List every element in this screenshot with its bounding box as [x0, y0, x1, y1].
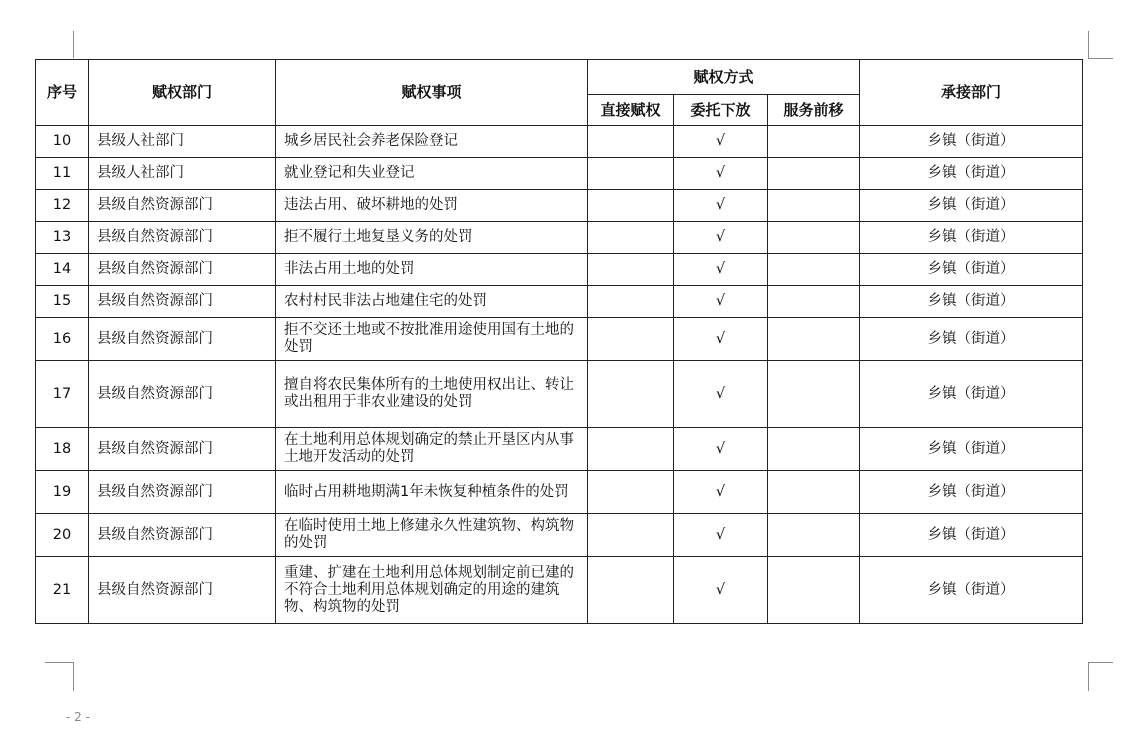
cell-forward — [768, 318, 860, 361]
cell-dept: 县级自然资源部门 — [89, 428, 276, 471]
cell-dept: 县级人社部门 — [89, 158, 276, 190]
cell-receiver: 乡镇（街道） — [860, 286, 1083, 318]
cell-forward — [768, 557, 860, 624]
cell-direct — [588, 557, 674, 624]
cell-entrust: √ — [674, 126, 768, 158]
cell-matter: 临时占用耕地期满1年未恢复种植条件的处罚 — [276, 471, 588, 514]
cell-seq: 19 — [36, 471, 89, 514]
cell-direct — [588, 318, 674, 361]
cell-entrust: √ — [674, 471, 768, 514]
cell-forward — [768, 158, 860, 190]
table-row — [36, 318, 1083, 361]
cell-receiver: 乡镇（街道） — [860, 222, 1083, 254]
cell-dept: 县级人社部门 — [89, 126, 276, 158]
cell-matter: 非法占用土地的处罚 — [276, 254, 588, 286]
crop-mark-bottom-left — [45, 662, 74, 691]
cell-dept: 县级自然资源部门 — [89, 557, 276, 624]
cell-seq: 20 — [36, 514, 89, 557]
header-receiver: 承接部门 — [860, 60, 1083, 126]
cell-forward — [768, 286, 860, 318]
cell-direct — [588, 428, 674, 471]
table-row — [36, 286, 1083, 318]
cell-receiver: 乡镇（街道） — [860, 361, 1083, 428]
table-row — [36, 222, 1083, 254]
table-row — [36, 126, 1083, 158]
cell-matter: 拒不履行土地复垦义务的处罚 — [276, 222, 588, 254]
header-mode: 赋权方式 — [588, 60, 860, 95]
cell-forward — [768, 471, 860, 514]
cell-receiver: 乡镇（街道） — [860, 557, 1083, 624]
cell-seq: 11 — [36, 158, 89, 190]
cell-receiver: 乡镇（街道） — [860, 428, 1083, 471]
cell-entrust: √ — [674, 514, 768, 557]
table-row — [36, 254, 1083, 286]
cell-dept: 县级自然资源部门 — [89, 318, 276, 361]
cell-forward — [768, 514, 860, 557]
cell-receiver: 乡镇（街道） — [860, 514, 1083, 557]
cell-forward — [768, 222, 860, 254]
cell-matter: 违法占用、破坏耕地的处罚 — [276, 190, 588, 222]
cell-dept: 县级自然资源部门 — [89, 361, 276, 428]
cell-direct — [588, 190, 674, 222]
cell-direct — [588, 158, 674, 190]
header-mode-forward: 服务前移 — [768, 95, 860, 126]
crop-mark-top-left — [73, 31, 74, 58]
cell-direct — [588, 254, 674, 286]
cell-direct — [588, 514, 674, 557]
cell-seq: 15 — [36, 286, 89, 318]
cell-entrust: √ — [674, 158, 768, 190]
table-row — [36, 158, 1083, 190]
table-row — [36, 557, 1083, 624]
header-seq: 序号 — [36, 60, 89, 126]
cell-seq: 21 — [36, 557, 89, 624]
crop-mark-top-right — [1088, 31, 1113, 59]
cell-receiver: 乡镇（街道） — [860, 318, 1083, 361]
crop-mark-bottom-right — [1088, 662, 1113, 691]
cell-forward — [768, 254, 860, 286]
table-row — [36, 361, 1083, 428]
cell-dept: 县级自然资源部门 — [89, 254, 276, 286]
cell-entrust: √ — [674, 190, 768, 222]
empowerment-table — [35, 59, 1083, 624]
cell-matter: 就业登记和失业登记 — [276, 158, 588, 190]
table-row — [36, 190, 1083, 222]
cell-matter: 在土地利用总体规划确定的禁止开垦区内从事土地开发活动的处罚 — [276, 428, 588, 471]
header-mode-direct: 直接赋权 — [588, 95, 674, 126]
cell-dept: 县级自然资源部门 — [89, 190, 276, 222]
cell-receiver: 乡镇（街道） — [860, 471, 1083, 514]
table-header-row — [36, 60, 1083, 95]
table-row — [36, 471, 1083, 514]
table-row — [36, 428, 1083, 471]
cell-entrust: √ — [674, 428, 768, 471]
cell-dept: 县级自然资源部门 — [89, 471, 276, 514]
cell-entrust: √ — [674, 222, 768, 254]
cell-receiver: 乡镇（街道） — [860, 190, 1083, 222]
header-mode-entrust: 委托下放 — [674, 95, 768, 126]
cell-dept: 县级自然资源部门 — [89, 222, 276, 254]
cell-matter: 擅自将农民集体所有的土地使用权出让、转让或出租用于非农业建设的处罚 — [276, 361, 588, 428]
cell-seq: 14 — [36, 254, 89, 286]
cell-seq: 18 — [36, 428, 89, 471]
header-matter: 赋权事项 — [276, 60, 588, 126]
cell-forward — [768, 361, 860, 428]
cell-entrust: √ — [674, 361, 768, 428]
table-row — [36, 514, 1083, 557]
cell-receiver: 乡镇（街道） — [860, 254, 1083, 286]
cell-forward — [768, 428, 860, 471]
cell-matter: 城乡居民社会养老保险登记 — [276, 126, 588, 158]
cell-entrust: √ — [674, 254, 768, 286]
cell-seq: 13 — [36, 222, 89, 254]
cell-seq: 10 — [36, 126, 89, 158]
cell-receiver: 乡镇（街道） — [860, 126, 1083, 158]
cell-matter: 在临时使用土地上修建永久性建筑物、构筑物的处罚 — [276, 514, 588, 557]
cell-direct — [588, 286, 674, 318]
cell-entrust: √ — [674, 286, 768, 318]
header-dept: 赋权部门 — [89, 60, 276, 126]
cell-entrust: √ — [674, 557, 768, 624]
cell-dept: 县级自然资源部门 — [89, 514, 276, 557]
cell-matter: 农村村民非法占地建住宅的处罚 — [276, 286, 588, 318]
cell-receiver: 乡镇（街道） — [860, 158, 1083, 190]
cell-direct — [588, 471, 674, 514]
page-number: - 2 - — [66, 710, 90, 724]
cell-forward — [768, 126, 860, 158]
cell-forward — [768, 190, 860, 222]
cell-matter: 拒不交还土地或不按批准用途使用国有土地的处罚 — [276, 318, 588, 361]
cell-dept: 县级自然资源部门 — [89, 286, 276, 318]
cell-matter: 重建、扩建在土地利用总体规划制定前已建的不符合土地利用总体规划确定的用途的建筑物、构筑物的处罚 — [276, 557, 588, 624]
cell-entrust: √ — [674, 318, 768, 361]
cell-seq: 17 — [36, 361, 89, 428]
cell-seq: 16 — [36, 318, 89, 361]
cell-direct — [588, 126, 674, 158]
cell-direct — [588, 361, 674, 428]
cell-seq: 12 — [36, 190, 89, 222]
cell-direct — [588, 222, 674, 254]
